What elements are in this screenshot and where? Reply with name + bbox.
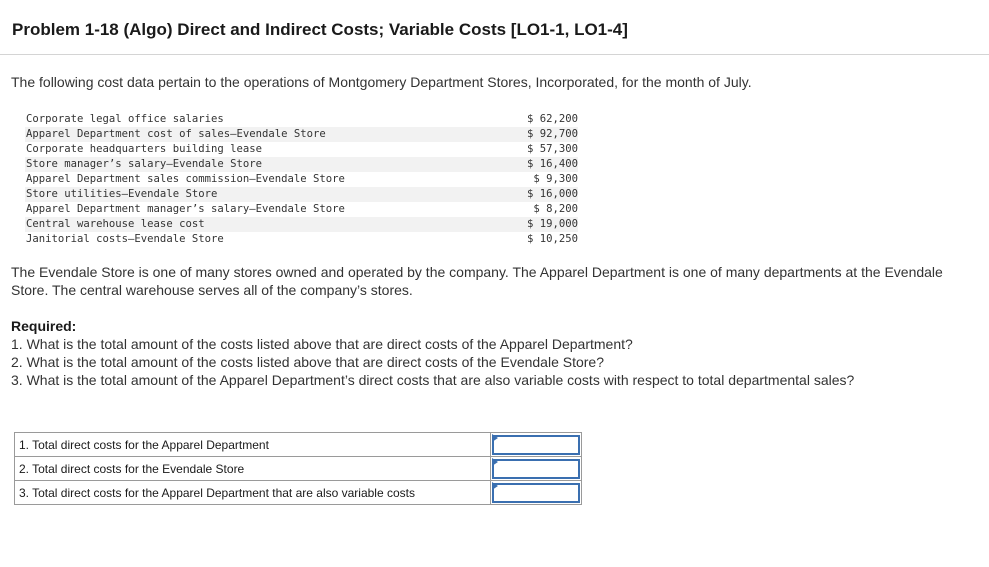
table-row (25, 142, 578, 157)
question-2: 2. What is the total amount of the costs listed above that are direct costs of the Evendale Store? (11, 354, 604, 370)
cost-amount: $ 9,300 (496, 172, 578, 187)
cost-amount: $ 62,200 (496, 112, 578, 127)
cost-amount: $ 92,700 (496, 127, 578, 142)
required-section (11, 317, 971, 389)
answer-table (14, 432, 582, 505)
cost-amount: $ 19,000 (496, 217, 578, 232)
table-row (25, 187, 578, 202)
cost-label: Apparel Department sales commission—Evendale Store (25, 172, 496, 187)
answer-input-variable-direct-costs[interactable] (492, 483, 580, 503)
cost-label: Corporate legal office salaries (25, 112, 496, 127)
answer-cell (491, 433, 582, 457)
table-row (25, 157, 578, 172)
answer-label-apparel: 1. Total direct costs for the Apparel Department (15, 433, 491, 457)
intro-text: The following cost data pertain to the operations of Montgomery Department Stores, Incorporated, for the month of July. (11, 74, 752, 90)
table-row (25, 232, 578, 247)
cost-label: Corporate headquarters building lease (25, 142, 496, 157)
question-3: 3. What is the total amount of the Apparel Department’s direct costs that are also variable costs with respect to total departmental sales? (11, 372, 855, 388)
answer-label-variable: 3. Total direct costs for the Apparel Department that are also variable costs (15, 481, 491, 505)
cost-amount: $ 8,200 (496, 202, 578, 217)
answer-row (15, 433, 582, 457)
table-row (25, 202, 578, 217)
answer-row (15, 481, 582, 505)
cost-data-table (25, 112, 578, 247)
answer-input-apparel-direct-costs[interactable] (492, 435, 580, 455)
context-paragraph: The Evendale Store is one of many stores owned and operated by the company. The Apparel Department is one of many departments at the Evendale Store. The central warehouse serves all of the company’s stores. (11, 264, 943, 298)
problem-title: Problem 1-18 (Algo) Direct and Indirect Costs; Variable Costs [LO1-1, LO1-4] (12, 20, 628, 39)
answer-cell (491, 481, 582, 505)
answer-input-store-direct-costs[interactable] (492, 459, 580, 479)
table-row (25, 127, 578, 142)
required-heading: Required: (11, 318, 77, 334)
cost-amount: $ 10,250 (496, 232, 578, 247)
cost-amount: $ 57,300 (496, 142, 578, 157)
answer-cell (491, 457, 582, 481)
question-1: 1. What is the total amount of the costs listed above that are direct costs of the Apparel Department? (11, 336, 633, 352)
table-row (25, 112, 578, 127)
table-row (25, 217, 578, 232)
cost-label: Apparel Department cost of sales—Evendale Store (25, 127, 496, 142)
answer-label-store: 2. Total direct costs for the Evendale Store (15, 457, 491, 481)
cost-label: Central warehouse lease cost (25, 217, 496, 232)
cost-amount: $ 16,000 (496, 187, 578, 202)
cost-amount: $ 16,400 (496, 157, 578, 172)
cost-label: Janitorial costs—Evendale Store (25, 232, 496, 247)
title-divider (0, 54, 989, 55)
table-row (25, 172, 578, 187)
cost-label: Store manager’s salary—Evendale Store (25, 157, 496, 172)
answer-row (15, 457, 582, 481)
cost-label: Apparel Department manager’s salary—Evendale Store (25, 202, 496, 217)
cost-label: Store utilities—Evendale Store (25, 187, 496, 202)
